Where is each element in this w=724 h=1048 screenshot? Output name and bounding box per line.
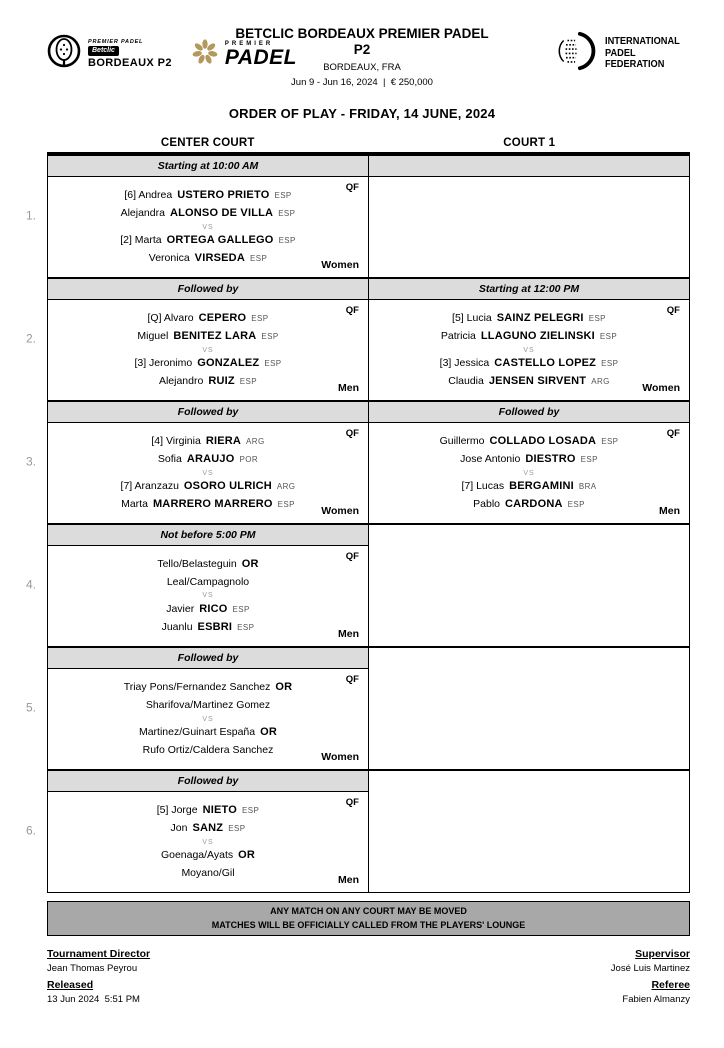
player-line <box>124 698 293 713</box>
player-name: [3] Jessica <box>439 357 490 369</box>
player-surname: USTERO PRIETO <box>177 188 270 201</box>
player-line <box>134 311 281 326</box>
supervisor-label: Supervisor <box>635 948 690 960</box>
player-surname: OR <box>238 849 256 862</box>
event-name: BORDEAUX P2 <box>88 57 172 70</box>
player-line <box>134 374 281 389</box>
player-line <box>440 356 619 371</box>
players-block <box>157 799 260 886</box>
category-label: Men <box>338 874 359 886</box>
cell-court-1 <box>368 648 689 769</box>
category-label: Men <box>338 628 359 640</box>
player-nationality: ESP <box>278 208 296 218</box>
court-title-center-court: CENTER COURT <box>160 137 255 149</box>
footer-left-column <box>47 943 150 1005</box>
tournament-title-p2: P2 <box>353 42 371 58</box>
player-surname: OR <box>260 726 278 738</box>
order-row <box>26 525 689 648</box>
row-number: 1. <box>26 208 37 223</box>
vs-label: VS <box>202 469 214 477</box>
player-surname: BERGAMINI <box>509 480 574 492</box>
order-row <box>26 402 689 525</box>
player-name: Guillermo <box>439 434 485 447</box>
player-nationality: ESP <box>242 806 260 816</box>
player-line <box>124 725 293 740</box>
player-nationality: ESP <box>278 236 296 245</box>
vs-label: VS <box>202 592 214 600</box>
player-line <box>121 434 296 449</box>
round-label: QF <box>345 305 359 316</box>
player-nationality: POR <box>239 454 259 464</box>
player-nationality: ESP <box>249 253 268 263</box>
notice-line-1: ANY MATCH ON ANY COURT MAY BE MOVED <box>270 906 467 916</box>
match-cell <box>48 546 368 646</box>
player-line <box>157 821 260 836</box>
player-name: Jose Antonio <box>460 452 521 465</box>
session-header: Starting at 10:00 AM <box>48 156 368 177</box>
supervisor-value: José Luis Martinez <box>610 963 690 974</box>
order-row <box>26 771 689 892</box>
player-line <box>134 356 281 371</box>
player-name: Tello/Belasteguin <box>157 558 237 571</box>
players-block <box>440 429 619 517</box>
session-header: Followed by <box>369 402 689 423</box>
player-name: Moyano/Gil <box>181 867 235 880</box>
player-name: Miguel <box>137 329 169 342</box>
player-name: Claudia <box>448 374 484 387</box>
vs-label: VS <box>202 715 214 723</box>
referee-label: Referee <box>651 979 690 991</box>
match-cell <box>48 669 368 769</box>
round-label: QF <box>345 428 359 439</box>
player-surname: SAINZ PELEGRI <box>496 311 584 324</box>
round-label: QF <box>345 182 359 193</box>
player-line <box>440 452 619 467</box>
footer-info <box>47 943 690 1005</box>
player-line <box>157 602 258 617</box>
vs-label: VS <box>202 346 214 354</box>
row-number: 6. <box>26 823 37 838</box>
session-header <box>369 156 689 177</box>
category-label: Women <box>321 259 359 271</box>
player-line <box>157 557 258 572</box>
notice-banner <box>47 901 690 936</box>
players-block <box>157 553 258 640</box>
tournament-director-value: Jean Thomas Peyrou <box>47 963 138 974</box>
player-name: [5] Lucia <box>452 311 492 324</box>
player-nationality: ESP <box>588 313 606 323</box>
match-cell <box>369 648 689 769</box>
player-name: Goenaga/Ayats <box>160 849 234 862</box>
event-logo-text <box>88 39 172 70</box>
player-line <box>440 329 619 344</box>
session-header: Followed by <box>48 279 368 300</box>
player-line <box>120 233 296 248</box>
tournament-dates-prize: Jun 9 - Jun 16, 2024 | € 250,000 <box>291 77 433 89</box>
player-line <box>157 803 260 818</box>
player-surname: GONZALEZ <box>197 357 260 369</box>
player-line <box>120 251 296 266</box>
players-block <box>121 429 296 517</box>
order-table <box>26 152 690 893</box>
player-nationality: ESP <box>264 359 282 368</box>
player-name: Pablo <box>473 497 500 510</box>
players-block <box>440 306 619 394</box>
court-title-court-1: COURT 1 <box>503 137 556 149</box>
betclic-sponsor-badge: Betclic <box>88 46 119 56</box>
player-name: Alejandra <box>120 206 165 219</box>
player-surname: RIERA <box>205 434 242 447</box>
cell-court-1 <box>368 525 689 646</box>
cell-center-court <box>48 156 368 277</box>
players-block <box>134 306 281 394</box>
ipf-logo <box>556 30 690 77</box>
player-name: Patricia <box>440 329 476 342</box>
player-name: [4] Virginia <box>151 434 201 447</box>
round-label: QF <box>666 428 680 439</box>
player-name: Rufo Ortiz/Caldera Sanchez <box>142 743 274 756</box>
order-row <box>26 156 689 279</box>
tournament-title-block <box>192 26 532 88</box>
player-name: Javier <box>166 602 195 615</box>
category-label: Women <box>642 382 680 394</box>
player-surname: ESBRI <box>197 620 233 633</box>
player-nationality: ESP <box>567 499 585 509</box>
cell-center-court <box>48 402 368 523</box>
cell-court-1 <box>368 402 689 523</box>
cell-center-court <box>48 648 368 769</box>
category-label: Men <box>338 382 359 394</box>
player-surname: MARRERO MARRERO <box>152 497 273 510</box>
player-surname: BENITEZ LARA <box>173 329 257 342</box>
tournament-title: BETCLIC BORDEAUX PREMIER PADEL <box>235 26 489 41</box>
event-tagline: PREMIER PADEL <box>88 39 144 45</box>
cell-court-1 <box>368 771 689 892</box>
player-nationality: ESP <box>601 436 619 446</box>
row-number: 5. <box>26 700 37 715</box>
player-nationality: ESP <box>251 313 269 323</box>
player-nationality: ESP <box>277 499 295 509</box>
cell-center-court <box>48 771 368 892</box>
match-cell <box>48 300 368 400</box>
player-line <box>121 452 296 467</box>
category-label: Men <box>659 505 680 517</box>
player-line <box>124 743 293 758</box>
player-name: [7] Lucas <box>461 480 505 492</box>
match-cell <box>48 423 368 523</box>
player-surname: VIRSEDA <box>194 251 245 264</box>
player-nationality: ARG <box>276 482 296 491</box>
vs-label: VS <box>523 346 535 354</box>
round-label: QF <box>345 551 359 562</box>
ipf-line2: PADEL <box>605 46 636 59</box>
match-cell <box>48 177 368 277</box>
player-name: [6] Andrea <box>124 188 173 201</box>
order-row <box>26 279 689 402</box>
round-label: QF <box>345 674 359 685</box>
cell-center-court <box>48 279 368 400</box>
player-surname: LLAGUNO ZIELINSKI <box>480 329 595 342</box>
player-name: Leal/Campagnolo <box>166 575 250 588</box>
order-row <box>26 648 689 771</box>
player-name: [7] Aranzazu <box>120 480 179 492</box>
player-name: Alejandro <box>158 374 204 387</box>
match-cell <box>48 792 368 892</box>
padel-racquet-icon <box>46 34 82 75</box>
player-line <box>157 620 258 635</box>
footer-right-column <box>611 943 690 1005</box>
player-name: [Q] Alvaro <box>147 311 194 324</box>
player-surname: CARDONA <box>505 497 563 510</box>
player-surname: COLLADO LOSADA <box>489 434 597 447</box>
player-nationality: ARG <box>591 376 610 386</box>
player-surname: CASTELLO LOPEZ <box>494 357 597 369</box>
player-name: Triay Pons/Fernandez Sanchez <box>123 681 271 694</box>
session-header: Not before 5:00 PM <box>48 525 368 546</box>
player-nationality: ESP <box>237 622 255 632</box>
player-surname: OR <box>275 681 293 694</box>
ipf-icon <box>556 30 598 77</box>
player-line <box>157 866 260 881</box>
player-name: [2] Marta <box>120 234 162 246</box>
match-cell <box>369 300 689 400</box>
player-name: Veronica <box>148 251 190 264</box>
player-name: Martinez/Guinart España <box>138 726 256 738</box>
session-header: Starting at 12:00 PM <box>369 279 689 300</box>
row-number: 2. <box>26 331 37 346</box>
player-line <box>120 206 296 221</box>
player-name: Juanlu <box>161 620 193 633</box>
player-line <box>440 434 619 449</box>
player-nationality: BRA <box>578 482 597 491</box>
player-nationality: ESP <box>580 454 598 464</box>
player-line <box>440 311 619 326</box>
players-block <box>124 676 293 762</box>
player-name: Jon <box>170 821 188 834</box>
cell-court-1 <box>368 279 689 400</box>
player-nationality: ESP <box>239 376 258 386</box>
player-line <box>121 497 296 512</box>
match-cell <box>369 423 689 523</box>
player-line <box>120 188 296 203</box>
released-label: Released <box>47 979 94 991</box>
page-header <box>34 24 690 90</box>
tournament-director-label: Tournament Director <box>47 948 151 960</box>
player-nationality: ESP <box>601 359 619 368</box>
player-line <box>440 479 619 494</box>
ipf-line1: INTERNATIONAL <box>605 35 680 48</box>
player-name: [5] Jorge <box>156 804 198 817</box>
schedule-table-wrap <box>26 152 690 893</box>
referee-value: Fabien Almanzy <box>622 994 690 1005</box>
round-label: QF <box>666 305 680 316</box>
round-label: QF <box>345 797 359 808</box>
padel-label: PADEL <box>224 46 297 69</box>
order-of-play-page <box>0 24 724 1048</box>
player-surname: NIETO <box>202 804 238 817</box>
players-block <box>120 183 296 271</box>
category-label: Women <box>321 751 359 763</box>
player-nationality: ESP <box>261 331 279 341</box>
player-surname: ORTEGA GALLEGO <box>166 234 274 246</box>
player-nationality: ESP <box>232 604 250 614</box>
cell-center-court <box>48 525 368 646</box>
player-name: Marta <box>121 497 148 510</box>
player-line <box>440 374 619 389</box>
player-surname: ARAUJO <box>186 452 235 465</box>
session-header: Followed by <box>48 648 368 669</box>
court-titles <box>47 137 690 149</box>
match-cell <box>369 525 689 646</box>
player-surname: DIESTRO <box>525 452 576 465</box>
player-nationality: ESP <box>599 331 618 341</box>
player-surname: CEPERO <box>198 311 247 324</box>
player-line <box>124 680 293 695</box>
player-surname: OSORO ULRICH <box>183 480 272 492</box>
cell-court-1 <box>368 156 689 277</box>
match-cell <box>369 771 689 892</box>
player-nationality: ESP <box>228 823 246 833</box>
player-name: Sofia <box>157 452 182 465</box>
player-line <box>440 497 619 512</box>
player-name: Sharifova/Martinez Gomez <box>145 699 271 712</box>
player-surname: RICO <box>199 602 228 615</box>
player-line <box>134 329 281 344</box>
ipf-text <box>605 36 680 71</box>
player-nationality: ESP <box>274 190 292 200</box>
vs-label: VS <box>202 838 214 846</box>
player-surname: RUIZ <box>208 374 235 387</box>
category-label: Women <box>321 505 359 517</box>
player-line <box>121 479 296 494</box>
player-line <box>157 575 258 590</box>
event-logo <box>46 34 172 75</box>
row-number: 3. <box>26 454 37 469</box>
session-header: Followed by <box>48 402 368 423</box>
row-number: 4. <box>26 577 37 592</box>
player-surname: OR <box>241 558 259 571</box>
order-of-play-title: ORDER OF PLAY - FRIDAY, 14 JUNE, 2024 <box>228 106 496 121</box>
match-cell <box>369 177 689 277</box>
session-header: Followed by <box>48 771 368 792</box>
vs-label: VS <box>523 469 535 477</box>
player-surname: SANZ <box>192 821 224 834</box>
player-name: [3] Jeronimo <box>134 357 193 369</box>
ipf-line3: FEDERATION <box>605 58 665 71</box>
tournament-location: BORDEAUX, FRA <box>323 62 401 74</box>
notice-line-2: MATCHES WILL BE OFFICIALLY CALLED FROM THE PLAYERS' LOUNGE <box>211 919 526 930</box>
player-line <box>157 848 260 863</box>
player-surname: JENSEN SIRVENT <box>488 374 587 387</box>
player-surname: ALONSO DE VILLA <box>169 206 274 219</box>
premier-label: PREMIER <box>224 41 274 47</box>
vs-label: VS <box>202 223 214 231</box>
player-nationality: ARG <box>246 436 265 446</box>
released-value: 13 Jun 2024 5:51 PM <box>47 994 140 1005</box>
